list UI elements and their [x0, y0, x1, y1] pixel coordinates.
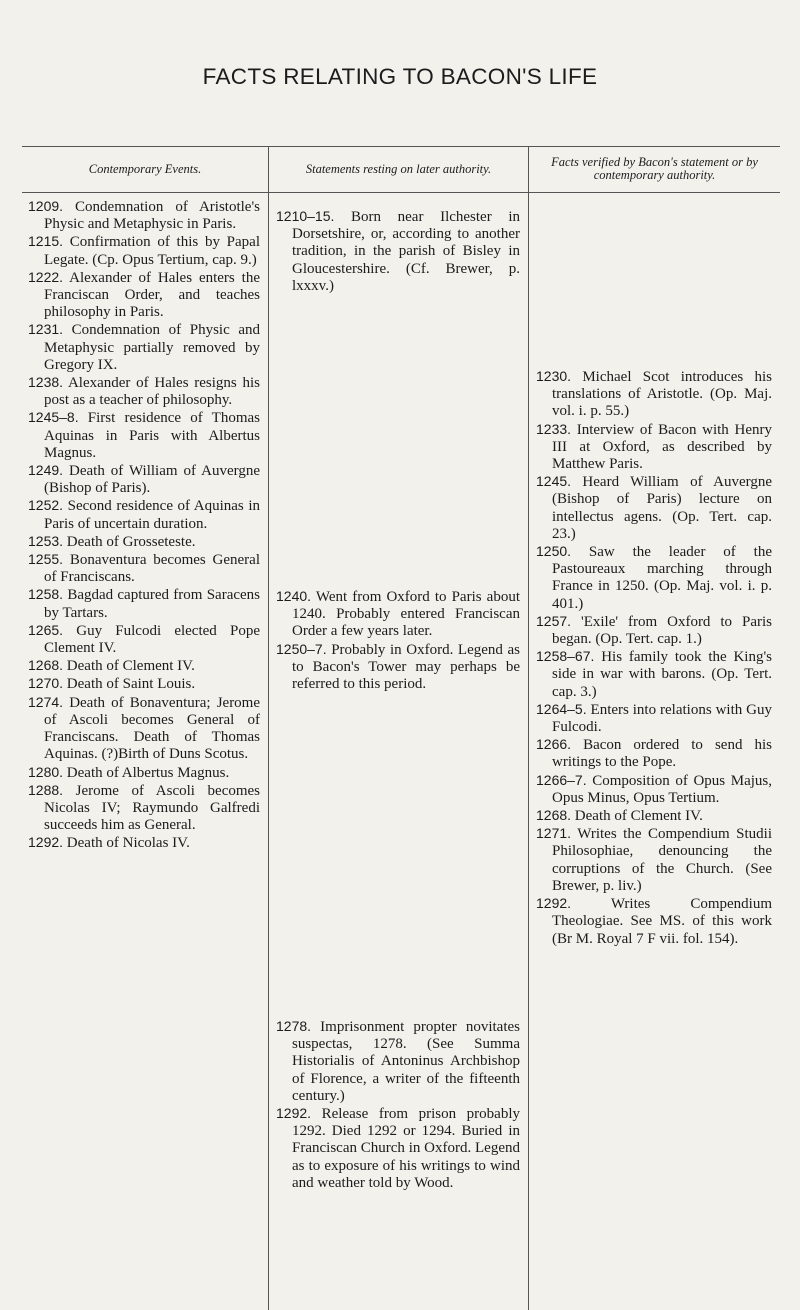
- list-item: 1268. Death of Clement IV.: [28, 657, 195, 675]
- list-item: 1230. Michael Scot introduces his translations of Aristotle. (Op. Maj. vol. i. p. 55.): [536, 368, 772, 420]
- list-item: 1288. Jerome of Ascoli becomes Nicolas IV; Raymundo Galfredi succeeds him as General.: [28, 781, 261, 834]
- list-item: 1233. Interview of Bacon with Henry III at Oxford, as described by Matthew Paris.: [536, 420, 772, 473]
- list-item: 1278. Imprisonment propter novitates suspectas, 1278. (See Summa Historialis of Antoninus Archbishop of Florence, a writer of the fifteenth century.): [276, 1018, 520, 1104]
- list-item: 1209. Condemnation of Aristotle's Physic and Metaphysic in Paris.: [28, 198, 261, 233]
- list-item: 1245–8. First residence of Thomas Aquinas in Paris with Albertus Magnus.: [28, 409, 260, 461]
- later-authority-group-prison: [276, 1018, 520, 1192]
- list-item: 1240. Went from Oxford to Paris about 1240. Probably entered Franciscan Order a few years later.: [276, 588, 520, 640]
- header-verified-facts: Facts verified by Bacon's statement or by contemporary authority.: [551, 155, 758, 182]
- header-contemporary-events: Contemporary Events.: [88, 161, 202, 176]
- list-item: 1292. Death of Nicolas IV.: [28, 834, 190, 852]
- list-item: 1292. Writes Compendium Theologiae. See MS. of this work (Br M. Royal 7 F vii. fol. 154).: [536, 895, 772, 947]
- list-item: 1257. 'Exile' from Oxford to Paris began. (Op. Tert. cap. 1.): [536, 612, 772, 648]
- header-later-authority: Statements resting on later authority.: [305, 161, 492, 176]
- later-authority-group-paris: [276, 588, 520, 693]
- list-item: 1255. Bonaventura becomes General of Franciscans.: [28, 551, 261, 586]
- later-authority-group-birth: [276, 208, 520, 295]
- list-item: 1249. Death of William of Auvergne (Bishop of Paris).: [28, 462, 260, 497]
- chronology-table: [22, 146, 780, 1310]
- list-item: 1258. Bagdad captured from Saracens by Tartars.: [28, 586, 261, 621]
- list-item: 1268. Death of Clement IV.: [536, 807, 703, 825]
- list-item: 1231. Condemnation of Physic and Metaphysic partially removed by Gregory IX.: [28, 321, 261, 373]
- list-item: 1222. Alexander of Hales enters the Franciscan Order, and teaches philosophy in Paris.: [28, 268, 260, 321]
- list-item: 1245. Heard William of Auvergne (Bishop of Paris) lecture on intellectus agens. (Op. Tert. cap. 23.): [536, 473, 772, 542]
- header-rule: [22, 192, 780, 193]
- list-item: 1238. Alexander of Hales resigns his post as a teacher of philosophy.: [28, 374, 260, 409]
- list-item: 1271. Writes the Compendium Studii Philosophiae, denouncing the corruptions of the Church. (See Brewer, p. liv.): [536, 825, 772, 894]
- list-item: 1264–5. Enters into relations with Guy Fulcodi.: [536, 700, 772, 736]
- list-item: 1253. Death of Grosseteste.: [28, 532, 196, 550]
- list-item: 1292. Release from prison probably 1292. Died 1292 or 1294. Buried in Franciscan Church in Oxford. Legend as to exposure of his writings to wind and weather told by Wood.: [276, 1105, 521, 1191]
- list-item: 1280. Death of Albertus Magnus.: [28, 763, 230, 781]
- list-item: 1266–7. Composition of Opus Majus, Opus Minus, Opus Tertium.: [536, 771, 773, 806]
- column-divider-2: [528, 146, 529, 1310]
- verified-facts-column: [536, 368, 772, 948]
- list-item: 1266. Bacon ordered to send his writings to the Pope.: [536, 736, 772, 771]
- list-item: 1274. Death of Bonaventura; Jerome of Ascoli becomes General of Franciscans. Death of Thomas Aquinas. (?)Birth of Duns Scotus.: [28, 693, 261, 763]
- list-item: 1250. Saw the leader of the Pastoureaux marching through France in 1250. (Op. Maj. vol. i. p. 401.): [536, 543, 772, 612]
- column-divider-1: [268, 146, 269, 1310]
- list-item: 1250–7. Probably in Oxford. Legend as to Bacon's Tower may perhaps be referred to this period.: [276, 640, 520, 693]
- contemporary-events-column: [28, 198, 260, 853]
- list-item: 1210–15. Born near Ilchester in Dorsetshire, or, according to another tradition, in the parish of Bisley in Gloucestershire. (Cf. Brewer, p. lxxxv.): [276, 208, 520, 294]
- list-item: 1265. Guy Fulcodi elected Pope Clement IV.: [28, 621, 260, 657]
- list-item: 1258–67. His family took the King's side in war with barons. (Op. Tert. cap. 3.): [536, 648, 772, 700]
- list-item: 1252. Second residence of Aquinas in Paris of uncertain duration.: [28, 497, 261, 532]
- page-title: FACTS RELATING TO BACON'S LIFE: [202, 64, 598, 89]
- list-item: 1270. Death of Saint Louis.: [28, 675, 196, 693]
- list-item: 1215. Confirmation of this by Papal Legate. (Cp. Opus Tertium, cap. 9.): [28, 233, 260, 268]
